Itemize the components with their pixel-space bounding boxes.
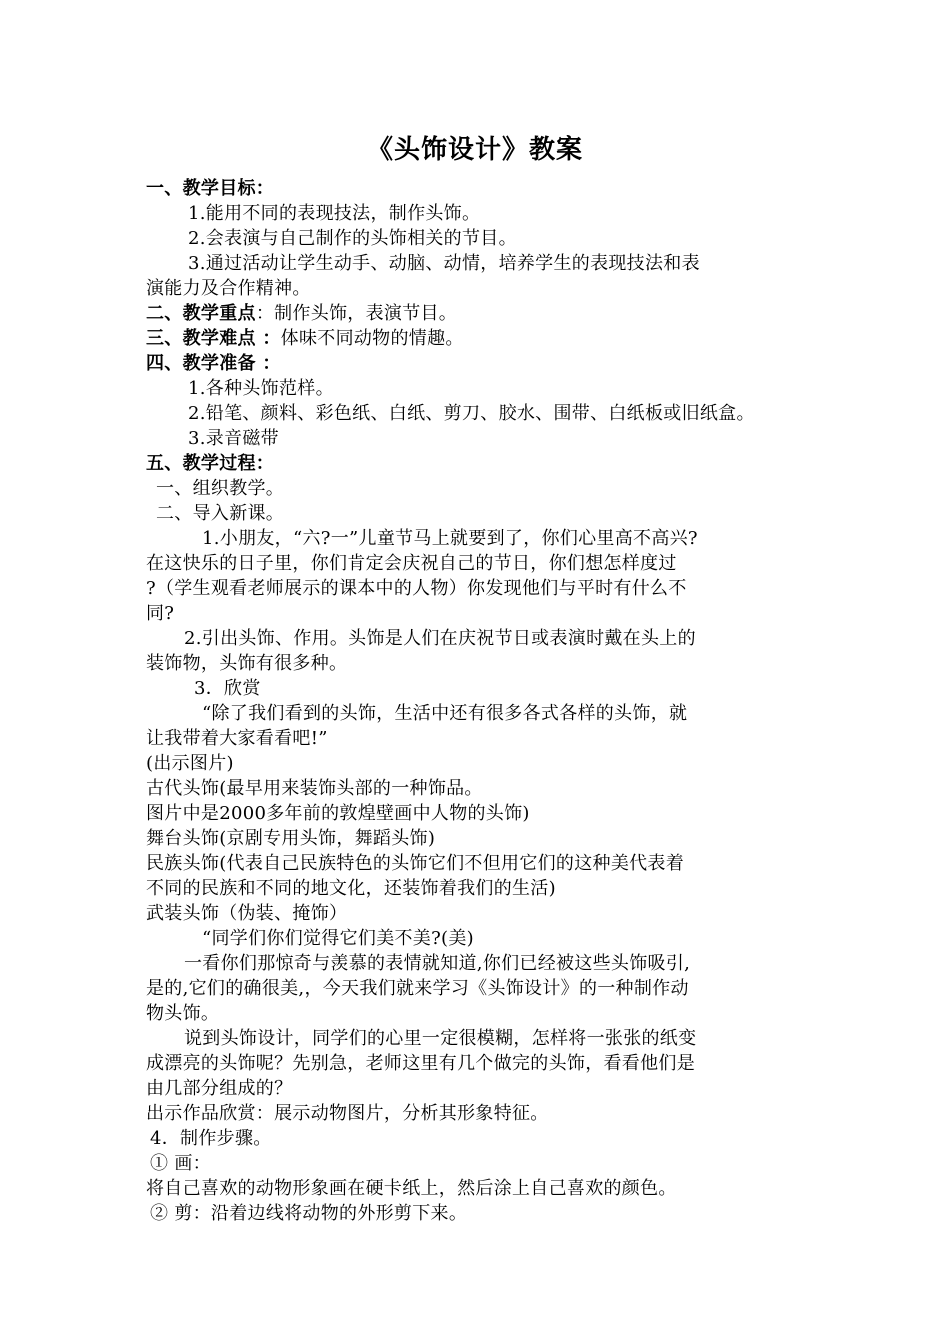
paragraph-line: 3．欣赏 (194, 678, 261, 699)
section-heading-text: ：制作头饰，表演节目。 (255, 303, 458, 324)
paragraph-line: 1.能用不同的表现技法，制作头饰。 (188, 203, 481, 224)
paragraph-line: 让我带着大家看看吧!” (146, 728, 328, 749)
section-heading-label: 四、教学准备 ： (146, 353, 281, 374)
paragraph-line: 说到头饰设计，同学们的心里一定很模糊，怎样将一张张的纸变 (184, 1028, 697, 1049)
paragraph-line: ① 画： (150, 1153, 211, 1174)
paragraph-line: ② 剪：沿着边线将动物的外形剪下来。 (150, 1203, 468, 1224)
paragraph-line: “除了我们看到的头饰，生活中还有很多各式各样的头饰，就 (202, 703, 688, 724)
paragraph-line: 图片中是2000多年前的敦煌壁画中人物的头饰) (146, 803, 530, 824)
section-heading-label: 一、教学目标： (146, 178, 275, 199)
paragraph-line: 二、导入新课。 (156, 503, 285, 524)
paragraph-line: 一看你们那惊奇与羡慕的表情就知道,你们已经被这些头饰吸引, (184, 953, 691, 974)
paragraph-line: 武装头饰（伪装、掩饰） (146, 903, 348, 924)
paragraph-line: 1.各种头饰范样。 (188, 378, 334, 399)
paragraph-line: 古代头饰(最早用来装饰头部的一种饰品。 (146, 778, 483, 799)
paragraph-line: 2.引出头饰、作用。头饰是人们在庆祝节日或表演时戴在头上的 (184, 628, 696, 649)
paragraph-line: 3.通过活动让学生动手、动脑、动情，培养学生的表现技法和表 (188, 253, 700, 274)
section-heading (146, 326, 826, 351)
paragraph-line: 将自己喜欢的动物形象画在硬卡纸上，然后涂上自己喜欢的颜色。 (146, 1178, 677, 1199)
paragraph-line: 4．制作步骤。 (150, 1128, 272, 1149)
section-heading-label: 五、教学过程： (146, 453, 275, 474)
section-heading (146, 451, 826, 476)
section-heading-label: 三、教学难点 ： (146, 328, 281, 349)
paragraph-line: 演能力及合作精神。 (146, 278, 311, 299)
paragraph-line: 民族头饰(代表自己民族特色的头饰它们不但用它们的这种美代表着 (146, 853, 685, 874)
section-heading-label: 二、教学重点 (146, 303, 256, 324)
paragraph-line: 2.铅笔、颜料、彩色纸、白纸、剪刀、胶水、围带、白纸板或旧纸盒。 (188, 403, 755, 424)
paragraph-line: 同? (146, 603, 175, 624)
section-heading (146, 301, 826, 326)
paragraph-line: 在这快乐的日子里，你们肯定会庆祝自己的节日，你们想怎样度过 (146, 553, 677, 574)
paragraph-line: 出示作品欣赏：展示动物图片，分析其形象特征。 (146, 1103, 549, 1124)
page-title: 《头饰设计》教案 (366, 135, 583, 165)
paragraph-line: 舞台头饰(京剧专用头饰，舞蹈头饰) (146, 828, 436, 849)
paragraph-line: “同学们你们觉得它们美不美?(美) (202, 928, 474, 949)
paragraph-line: 物头饰。 (146, 1003, 220, 1024)
section-heading-text: 体味不同动物的情趣。 (280, 328, 464, 349)
paragraph-line: 是的,它们的确很美,，今天我们就来学习《头饰设计》的一种制作动 (146, 978, 689, 999)
paragraph-line: 成漂亮的头饰呢？先别急，老师这里有几个做完的头饰，看看他们是 (146, 1053, 695, 1074)
paragraph-line: 不同的民族和不同的地文化，还装饰着我们的生活) (146, 878, 556, 899)
document-body (146, 176, 826, 1226)
paragraph-line: (出示图片) (146, 753, 234, 774)
paragraph-line: 一、组织教学。 (156, 478, 285, 499)
paragraph-line: 装饰物，头饰有很多种。 (146, 653, 348, 674)
section-heading (146, 351, 826, 376)
paragraph-line: 由几部分组成的？ (146, 1078, 293, 1099)
paragraph-line: 3.录音磁带 (188, 428, 279, 449)
paragraph-line: ?（学生观看老师展示的课本中的人物）你发现他们与平时有什么不 (146, 578, 687, 599)
paragraph-line: 1.小朋友，“六?一”儿童节马上就要到了，你们心里高不高兴? (202, 528, 698, 549)
paragraph-line: 2.会表演与自己制作的头饰相关的节目。 (188, 228, 517, 249)
section-heading (146, 176, 826, 201)
